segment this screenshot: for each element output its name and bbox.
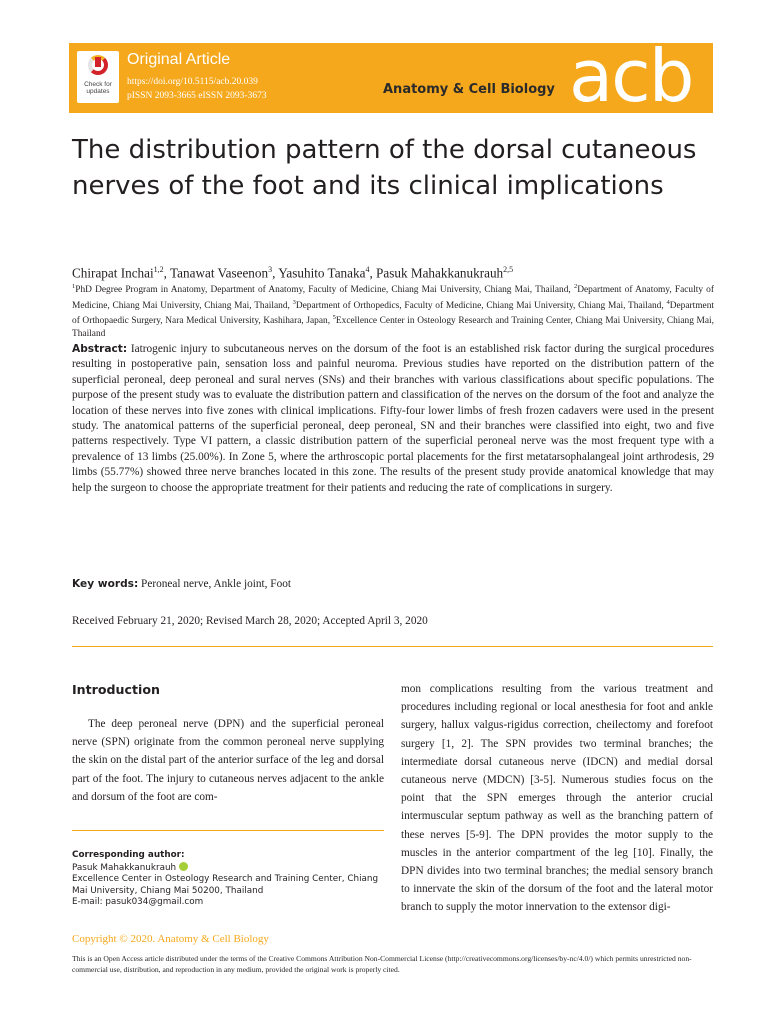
corresponding-author-address: Excellence Center in Osteology Research and Training Center, Chiang Mai University, Chiang Mai 50200, Thailand	[72, 874, 379, 896]
orcid-icon[interactable]	[179, 862, 188, 871]
corresponding-author-label: Corresponding author:	[72, 850, 185, 860]
article-title: The distribution pattern of the dorsal cutaneous nerves of the foot and its clinical implications	[72, 135, 697, 201]
author-name: Tanawat Vaseenon	[170, 265, 269, 281]
introduction-left-column	[72, 715, 384, 806]
introduction-paragraph-left: The deep peroneal nerve (DPN) and the superficial peroneal nerve (SPN) originate from the common peroneal nerve supplying the skin on the distal part of the anterior surface of the leg and dorsal part of the foot. The injury to cutaneous nerves adjacent to the ankle and dorsum of the foot are com-	[72, 718, 384, 803]
introduction-heading: Introduction	[72, 682, 160, 697]
affiliation-marker: 4	[666, 298, 670, 306]
corresponding-author-name: Pasuk Mahakkanukrauh	[72, 862, 177, 873]
abstract-text: Iatrogenic injury to subcutaneous nerves on the dorsum of the foot is an established risk factor during the surgical procedures resulting in postoperative pain, sensation loss and painful neuroma. Previous studies have reported on the distribution pattern of the superficial peroneal, deep peroneal and sural nerves (SNs) and their branches with various classifications about specific populations. The purpose of the present study was to evaluate the distribution pattern and classification of the nerves on the dorsum of the foot and analyze the location of these nerves into five zones with clinical implications. Fifty-four lower limbs of fresh frozen cadavers were used in the present study. The anatomical patterns of the superficial peroneal, deep peroneal, SN and their branches were classified into eight, two and five patterns respectively. Type VI pattern, a classic distribution pattern of the superficial peroneal nerve was the most frequent type with a prevalence of 13 limbs (25.00%). In Zone 5, where the arthroscopic portal placements for the first metatarsophalangeal joint arthrodesis, 29 limbs (55.77%) showed three nerve branches located in this zone. The results of the present study provide anatomical knowledge that may help the surgeon to choose the appropriate treatment for their patients and reducing the rate of complications in surgery.	[72, 343, 714, 494]
author-name: Yasuhito Tanaka	[278, 265, 366, 281]
corresponding-author-name-row	[72, 862, 384, 875]
affiliation-marker: 2	[573, 283, 578, 290]
copyright-notice: Copyright © 2020. Anatomy & Cell Biology	[72, 933, 269, 945]
check-for-updates-badge[interactable]	[77, 51, 119, 103]
issn-label: pISSN 2093-3665 eISSN 2093-3673	[127, 91, 267, 101]
received-dates: Received February 21, 2020; Revised March 28, 2020; Accepted April 3, 2020	[72, 615, 428, 627]
author-affiliation-marker: 1,2	[153, 265, 164, 274]
license-text: This is an Open Access article distributed under the terms of the Creative Commons Attribution Non-Commercial License (http://creativecommons.org/licenses/by-nc/4.0/) which permits unrestricted non-commercial use, distribution, and reproduction in any medium, provided the original work is properly cited.	[72, 954, 692, 974]
affiliation-text: Department of Orthopaedic Surgery, Nara Medical University, Kashihara, Japan,	[72, 300, 714, 327]
article-type-label: Original Article	[127, 51, 231, 68]
abstract	[72, 342, 714, 496]
affiliation-marker: 1	[72, 283, 76, 290]
section-divider	[72, 646, 713, 647]
affiliation-text: Excellence Center in Osteology Research and Training Center, Chiang Mai University, Chiang Mai, Thailand	[72, 316, 715, 339]
keywords	[72, 577, 714, 592]
journal-header-banner	[69, 43, 713, 113]
doi-link[interactable]: https://doi.org/10.5115/acb.20.039	[127, 77, 258, 87]
introduction-paragraph-right: mon complications resulting from the various treatment and procedures including regional or local anesthesia for foot and ankle surgery, hallux valgus-rigidus correction, cheilectomy and forefoot surgery [1, 2]. The SPN provides two terminal branches; the intermediate dorsal cutaneous nerve (IDCN) and medial dorsal cutaneous nerve (MDCN) [3-5]. Numerous studies focus on the point that the SPN emerges through the anterior crucial intermuscular septum pathway as well as the branching pattern of these nerves [5-9]. The DPN provides the motor supply to the muscles in the anterior compartment of the leg [10]. Finally, the DPN divides into two terminal branches; the medial sensory branch to innervate the skin of the dorsum of the foot and the lateral motor branch to supply the motor innervation to the extensor digi-	[401, 683, 713, 914]
affiliation-text: PhD Degree Program in Anatomy, Department of Anatomy, Faculty of Medicine, Chiang Mai University, Chiang Mai, Thailand,	[75, 285, 574, 296]
author-list	[72, 261, 712, 282]
author-affiliation-marker: 3	[268, 265, 273, 274]
author-separator: ,	[163, 265, 171, 281]
bookmark-icon	[95, 57, 101, 67]
corresponding-author-email[interactable]: E-mail: pasuk034@gmail.com	[72, 897, 204, 908]
introduction-right-column	[401, 680, 713, 917]
affiliation-marker: 3	[292, 298, 296, 306]
affiliation-text: Department of Orthopedics, Faculty of Medicine, Chiang Mai University, Chiang Mai, Thailand,	[295, 300, 667, 311]
abstract-label: Abstract:	[72, 343, 128, 355]
author-affiliation-marker: 4	[365, 265, 370, 274]
keywords-text: Peroneal nerve, Ankle joint, Foot	[141, 578, 292, 590]
author-affiliation-marker: 2,5	[503, 265, 514, 274]
updates-badge-label: Check for updates	[84, 81, 112, 95]
footnote-divider	[72, 830, 384, 831]
affiliations	[72, 281, 714, 340]
journal-logo: acb	[569, 43, 693, 113]
affiliation-marker: 5	[332, 314, 336, 322]
author-name: Chirapat Inchai	[72, 265, 154, 281]
author-name: Pasuk Mahakkanukrauh	[376, 265, 504, 281]
keywords-label: Key words:	[72, 578, 139, 590]
affiliation-text: Department of Anatomy, Faculty of Medicine, Chiang Mai University, Chiang Mai, Thailand,	[72, 285, 714, 311]
author-separator: ,	[272, 265, 279, 281]
corresponding-author-block	[72, 850, 384, 909]
author-separator: ,	[369, 265, 377, 281]
journal-name: Anatomy & Cell Biology	[383, 82, 555, 97]
